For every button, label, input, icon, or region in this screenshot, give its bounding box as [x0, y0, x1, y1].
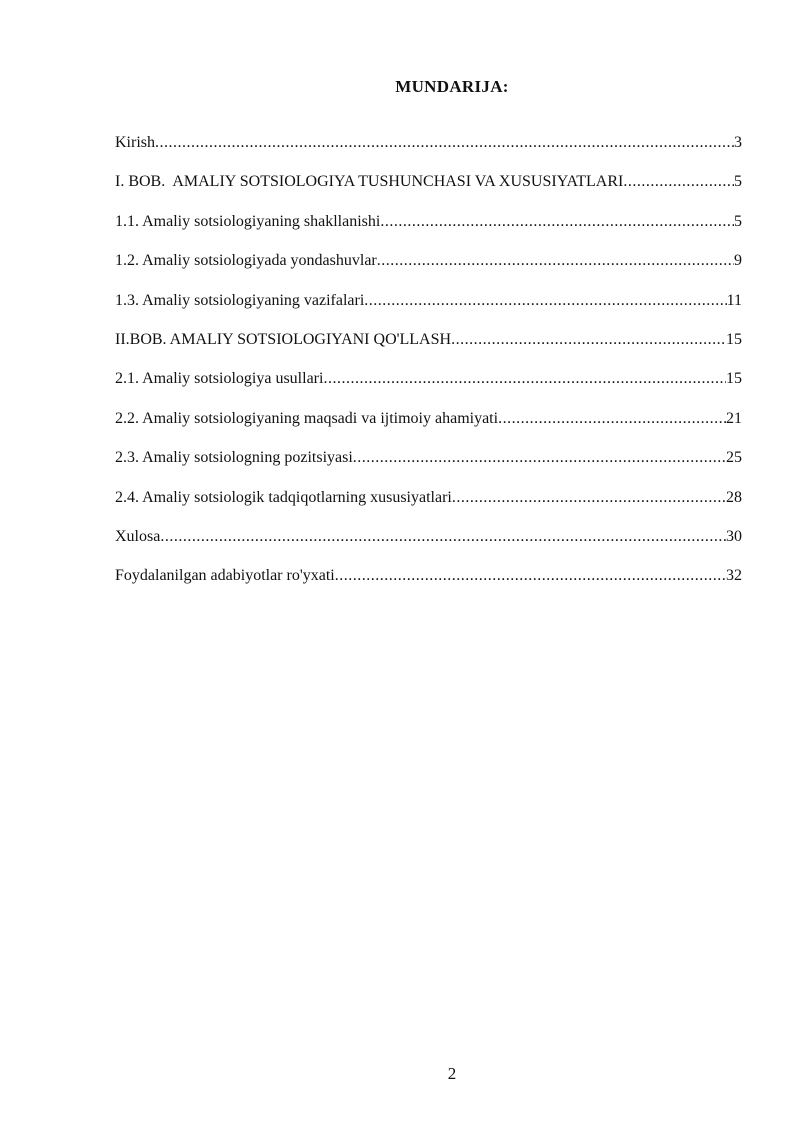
toc-entry-conclusion[interactable]: [115, 528, 742, 567]
toc-leader-dots: [335, 567, 726, 585]
toc-leader-dots: [380, 213, 734, 231]
toc-leader-dots: [377, 252, 734, 270]
toc-entry-page: 25: [726, 449, 742, 467]
toc-entry-chapter-2[interactable]: [115, 331, 742, 370]
toc-entry-section-1-2[interactable]: [115, 252, 742, 291]
toc-entry-section-2-1[interactable]: [115, 370, 742, 409]
toc-entry-section-2-2[interactable]: [115, 410, 742, 449]
toc-entry-page: 21: [726, 409, 742, 427]
toc-entry-section-2-3[interactable]: [115, 449, 742, 488]
toc-entry-references[interactable]: [115, 567, 742, 606]
table-of-contents: [115, 134, 742, 607]
toc-entry-title: II.BOB. AMALIY SOTSIOLOGIYANI QO'LLASH: [115, 330, 452, 348]
toc-leader-dots: [160, 528, 726, 546]
toc-leader-dots: [623, 173, 734, 191]
toc-leader-dots: [452, 489, 726, 507]
toc-leader-dots: [323, 370, 726, 388]
toc-entry-title: 2.1. Amaliy sotsiologiya usullari: [115, 370, 324, 388]
toc-leader-dots: [451, 331, 726, 349]
toc-entry-page: 15: [726, 330, 742, 348]
page-title: MUNDARIJA:: [395, 77, 509, 96]
toc-entry-section-2-4[interactable]: [115, 489, 742, 528]
toc-entry-page: 32: [726, 567, 742, 585]
toc-entry-section-1-3[interactable]: [115, 292, 742, 331]
toc-entry-introduction[interactable]: [115, 134, 742, 173]
toc-entry-page: 30: [726, 527, 742, 545]
toc-entry-page: 15: [726, 370, 742, 388]
toc-entry-title: Xulosa: [115, 527, 161, 545]
toc-entry-page: 3: [734, 134, 742, 151]
toc-leader-dots: [353, 449, 726, 467]
toc-entry-title: 2.3. Amaliy sotsiologning pozitsiyasi: [115, 449, 353, 467]
toc-entry-page: 5: [734, 212, 742, 230]
toc-entry-title: 1.3. Amaliy sotsiologiyaning vazifalari: [115, 291, 365, 309]
toc-leader-dots: [155, 134, 734, 152]
toc-entry-page: 11: [726, 291, 742, 309]
toc-leader-dots: [498, 410, 726, 428]
page-number: 2: [447, 1064, 457, 1083]
toc-entry-page: 5: [734, 173, 742, 191]
toc-entry-title: 2.4. Amaliy sotsiologik tadqiqotlarning xususiyatlari: [115, 488, 452, 506]
toc-entry-page: 9: [734, 252, 742, 270]
toc-entry-title: Foydalanilgan adabiyotlar ro'yxati: [115, 567, 335, 585]
toc-entry-title: 1.2. Amaliy sotsiologiyada yondashuvlar: [115, 252, 377, 270]
toc-entry-chapter-1[interactable]: [115, 173, 742, 212]
toc-entry-title: 2.2. Amaliy sotsiologiyaning maqsadi va ijtimoiy ahamiyati: [115, 409, 499, 427]
toc-entry-page: 28: [726, 488, 742, 506]
toc-entry-title: Kirish: [115, 134, 155, 151]
toc-entry-title: I. BOB. AMALIY SOTSIOLOGIYA TUSHUNCHASI VA XUSUSIYATLARI: [115, 173, 624, 191]
toc-entry-title: 1.1. Amaliy sotsiologiyaning shakllanishi: [115, 212, 381, 230]
toc-leader-dots: [364, 292, 726, 310]
toc-entry-section-1-1[interactable]: [115, 213, 742, 252]
